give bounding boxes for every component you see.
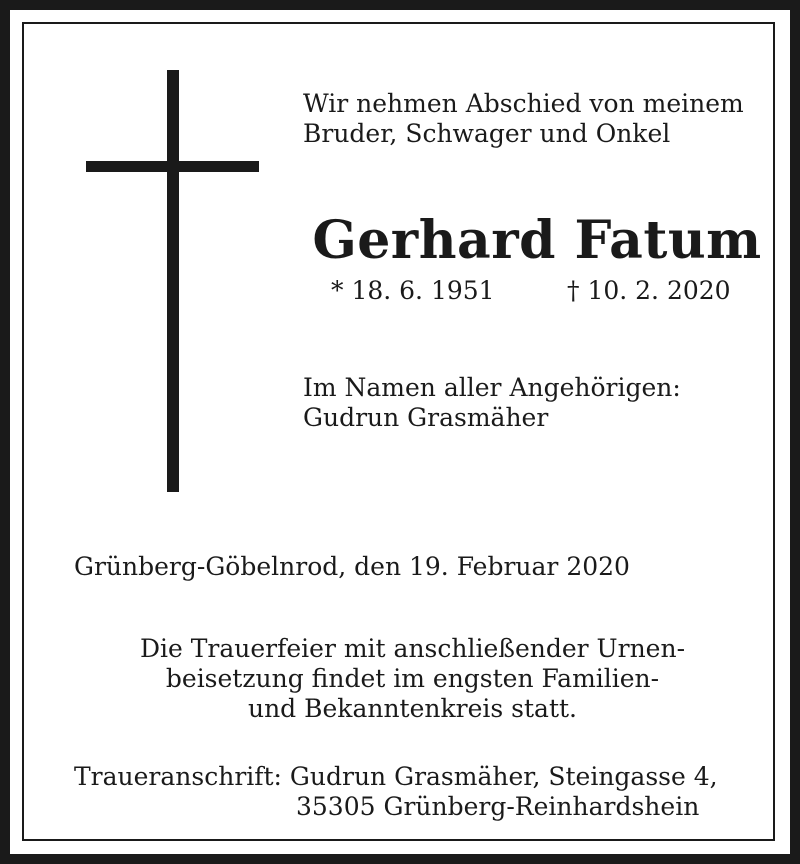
birth-date: * 18. 6. 1951	[331, 276, 495, 305]
relatives-signature: Im Namen aller Angehörigen: Gudrun Grasmäher	[303, 373, 681, 432]
intro-text: Wir nehmen Abschied von meinem Bruder, Schwager und Onkel	[303, 89, 744, 148]
deceased-name: Gerhard Fatum	[312, 210, 762, 271]
place-and-date: Grünberg-Göbelnrod, den 19. Februar 2020	[74, 552, 630, 581]
cross-icon	[167, 70, 179, 492]
mourning-address: Traueranschrift: Gudrun Grasmäher, Steingasse 4,	[74, 762, 718, 791]
cross-icon-beam	[86, 161, 259, 172]
mourning-address-city: 35305 Grünberg-Reinhardshein	[296, 792, 700, 821]
ceremony-info: Die Trauerfeier mit anschließender Urnen- beisetzung findet im engsten Familien- und Bekanntenkreis statt.	[139, 634, 686, 723]
death-date: † 10. 2. 2020	[567, 276, 731, 305]
notice-border	[22, 22, 775, 841]
obituary-notice	[10, 10, 790, 854]
